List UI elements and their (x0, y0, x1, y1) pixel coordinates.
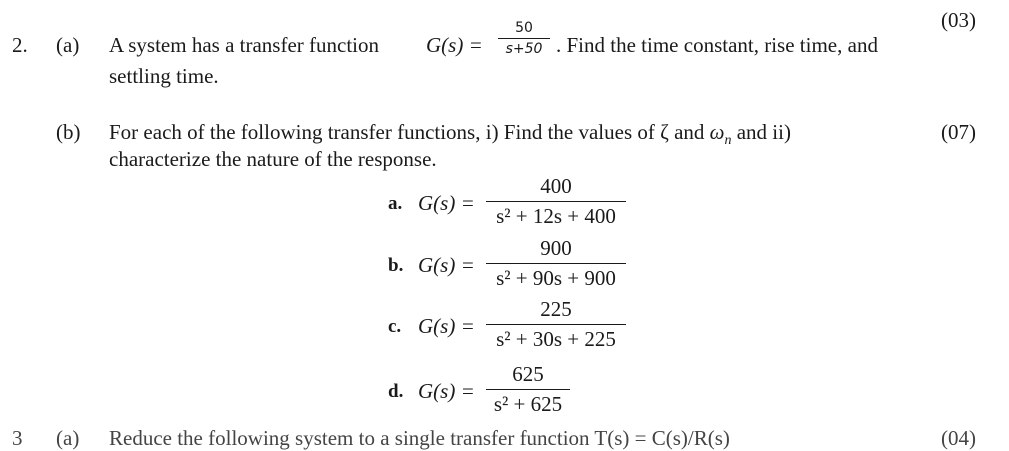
equation-c-lhs: G(s) = (418, 314, 475, 338)
equation-a-fraction (486, 174, 626, 229)
equation-c-fraction (486, 297, 626, 352)
question-2b-line1-text: For each of the following transfer functions, i) Find the values of (109, 120, 655, 144)
equation-b-label: b. (388, 255, 404, 276)
question-number-2: 2. (12, 33, 28, 57)
equation-b-fraction (486, 236, 626, 291)
equation-c-numerator: 225 (540, 297, 572, 321)
and-word: and (674, 120, 705, 144)
question-2a-transfer-function (498, 20, 550, 57)
question-number-3: 3 (12, 426, 23, 450)
question-2b-line2: characterize the nature of the response. (109, 147, 437, 171)
equation-c-label: c. (388, 316, 402, 337)
equation-d-numerator: 625 (512, 362, 544, 386)
equation-d-denominator: s² + 625 (493, 392, 563, 416)
question-2b-line1-end: and ii) (736, 120, 791, 144)
question-2a-lhs: G(s) = (426, 33, 483, 57)
equation-a-denominator: s² + 12s + 400 (496, 204, 616, 228)
fraction-bar (486, 389, 570, 390)
fraction-bar (486, 324, 626, 325)
part-label-3a: (a) (56, 426, 80, 450)
question-2b-line1 (109, 120, 791, 149)
part-label-2b: (b) (56, 120, 81, 144)
marks-2a: (03) (941, 8, 976, 32)
question-2a-text: A system has a transfer function (109, 33, 380, 57)
part-label-2a: (a) (56, 33, 80, 57)
marks-3a: (04) (941, 426, 976, 450)
equation-b-numerator: 900 (540, 236, 572, 260)
question-2a-line2: settling time. (109, 64, 219, 88)
tf-denominator: s+50 (505, 41, 543, 57)
tf-numerator: 50 (515, 20, 533, 36)
zeta-symbol: ζ (660, 120, 669, 144)
equation-a-lhs: G(s) = (418, 191, 475, 215)
fraction-bar (498, 38, 550, 39)
omega-n-symbol: $\omega_n$ (709, 120, 732, 149)
equation-d-lhs: G(s) = (418, 379, 475, 403)
question-3a-text: Reduce the following system to a single transfer function T(s) = C(s)/R(s) (109, 426, 730, 450)
fraction-bar (486, 201, 626, 202)
equation-d-fraction (486, 362, 570, 417)
equation-c-denominator: s² + 30s + 225 (496, 327, 616, 351)
equation-a-numerator: 400 (540, 174, 572, 198)
equation-a-label: a. (388, 193, 403, 214)
fraction-bar (486, 263, 626, 264)
equation-b-lhs: G(s) = (418, 253, 475, 277)
equation-b-denominator: s² + 90s + 900 (496, 266, 616, 290)
question-2a-text-after: . Find the time constant, rise time, and (556, 33, 878, 57)
equation-d-label: d. (388, 381, 404, 402)
marks-2b: (07) (941, 120, 976, 144)
